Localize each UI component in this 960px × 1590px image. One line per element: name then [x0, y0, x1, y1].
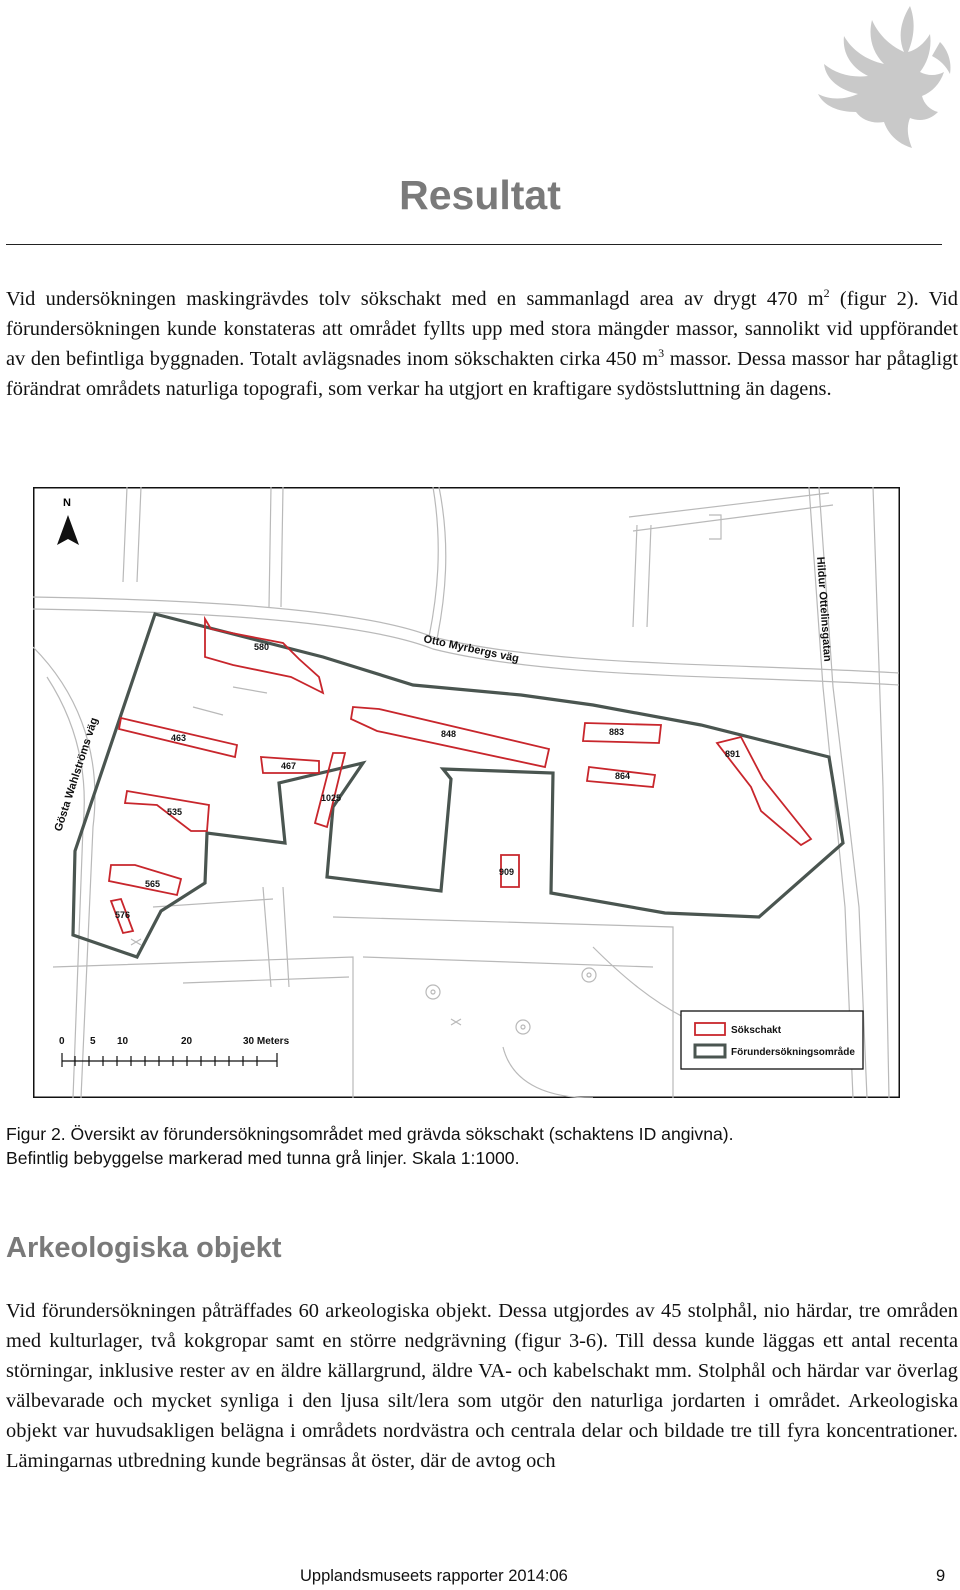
page-title: Resultat	[399, 172, 561, 218]
trench-label: 883	[609, 727, 625, 737]
trench-label: 1025	[321, 793, 342, 803]
street-label: Hildur Ottelinsgatan	[814, 556, 834, 663]
scale-tick-label: 0	[59, 1036, 65, 1047]
map-legend	[681, 1011, 863, 1069]
footer-publication: Upplandsmuseets rapporter 2014:06	[300, 1567, 568, 1585]
trench-label: 909	[499, 867, 515, 877]
trench-label: 891	[725, 749, 741, 759]
trench-label: 864	[615, 771, 631, 781]
scale-tick-label: 30 Meters	[243, 1036, 290, 1047]
scale-tick-label: 10	[117, 1036, 129, 1047]
griffin-logo	[760, 2, 956, 152]
trench-label: 467	[281, 761, 297, 771]
page-number: 9	[936, 1567, 946, 1585]
trench-label: 463	[171, 733, 187, 743]
trench-label: 580	[254, 642, 270, 652]
north-label: N	[63, 497, 71, 509]
trench-label: 535	[167, 807, 183, 817]
trench-label: 848	[441, 729, 457, 739]
scale-tick-label: 20	[181, 1036, 193, 1047]
site-map	[33, 487, 900, 1098]
map-frame	[34, 488, 900, 1098]
street-label: Otto Myrbergs väg	[422, 633, 520, 666]
trench-label: 576	[115, 910, 131, 920]
figure-caption: Figur 2. Översikt av förundersökningsområdet med grävda sökschakt (schaktens ID angivna). Befintlig bebyggelse markerad med tunna grå linjer. Skala 1:1000.	[6, 1124, 734, 1168]
legend-label: Sökschakt	[731, 1025, 782, 1036]
heading-rule	[6, 244, 942, 245]
objects-paragraph: Vid förundersökningen påträffades 60 arkeologiska objekt. Dessa utgjordes av 45 stolphål, nio härdar, tre områden med kulturlager, två kokgropar samt en större nedgrävning (figur 3-6). Till dessa kunde läggas ett antal recenta störningar, inklusive rester av en äldre källargrund, äldre VA- och kabelschakt mm. Stolphål och härdar var överlag välbevarade och mycket synliga i den ljusa silt/lera som utgör den naturliga jordarten i området. Arkeologiska objekt var huvudsakligen belägna i områdets nordvästra och centrala delar och bildade tre till fyra koncentrationer. Lämingarnas utbredning kunde begränsas åt öster, där de avtog och	[6, 1300, 958, 1472]
section-heading: Arkeologiska objekt	[6, 1232, 282, 1264]
street-label: Gösta Wahlströms väg	[52, 716, 101, 833]
scale-tick-label: 5	[90, 1036, 96, 1047]
legend-label: Förundersökningsområde	[731, 1047, 855, 1058]
trench-label: 565	[145, 879, 161, 889]
intro-paragraph: Vid undersökningen maskingrävdes tolv sökschakt med en sammanlagd area av drygt 470 $m^2$ (figur 2). Vid förundersökningen kunde konstateras att området fyllts upp med stora mängder massor, sannolikt vid uppförandet av den befintliga byggnaden. Totalt avlägsnades inom sökschakten cirka 450 $m^3$ massor. Dessa massor har påtagligt förändrat områdets naturliga topografi, som verkar ha utgjort en kraftigare sydöstsluttning än dagens.	[6, 286, 958, 400]
